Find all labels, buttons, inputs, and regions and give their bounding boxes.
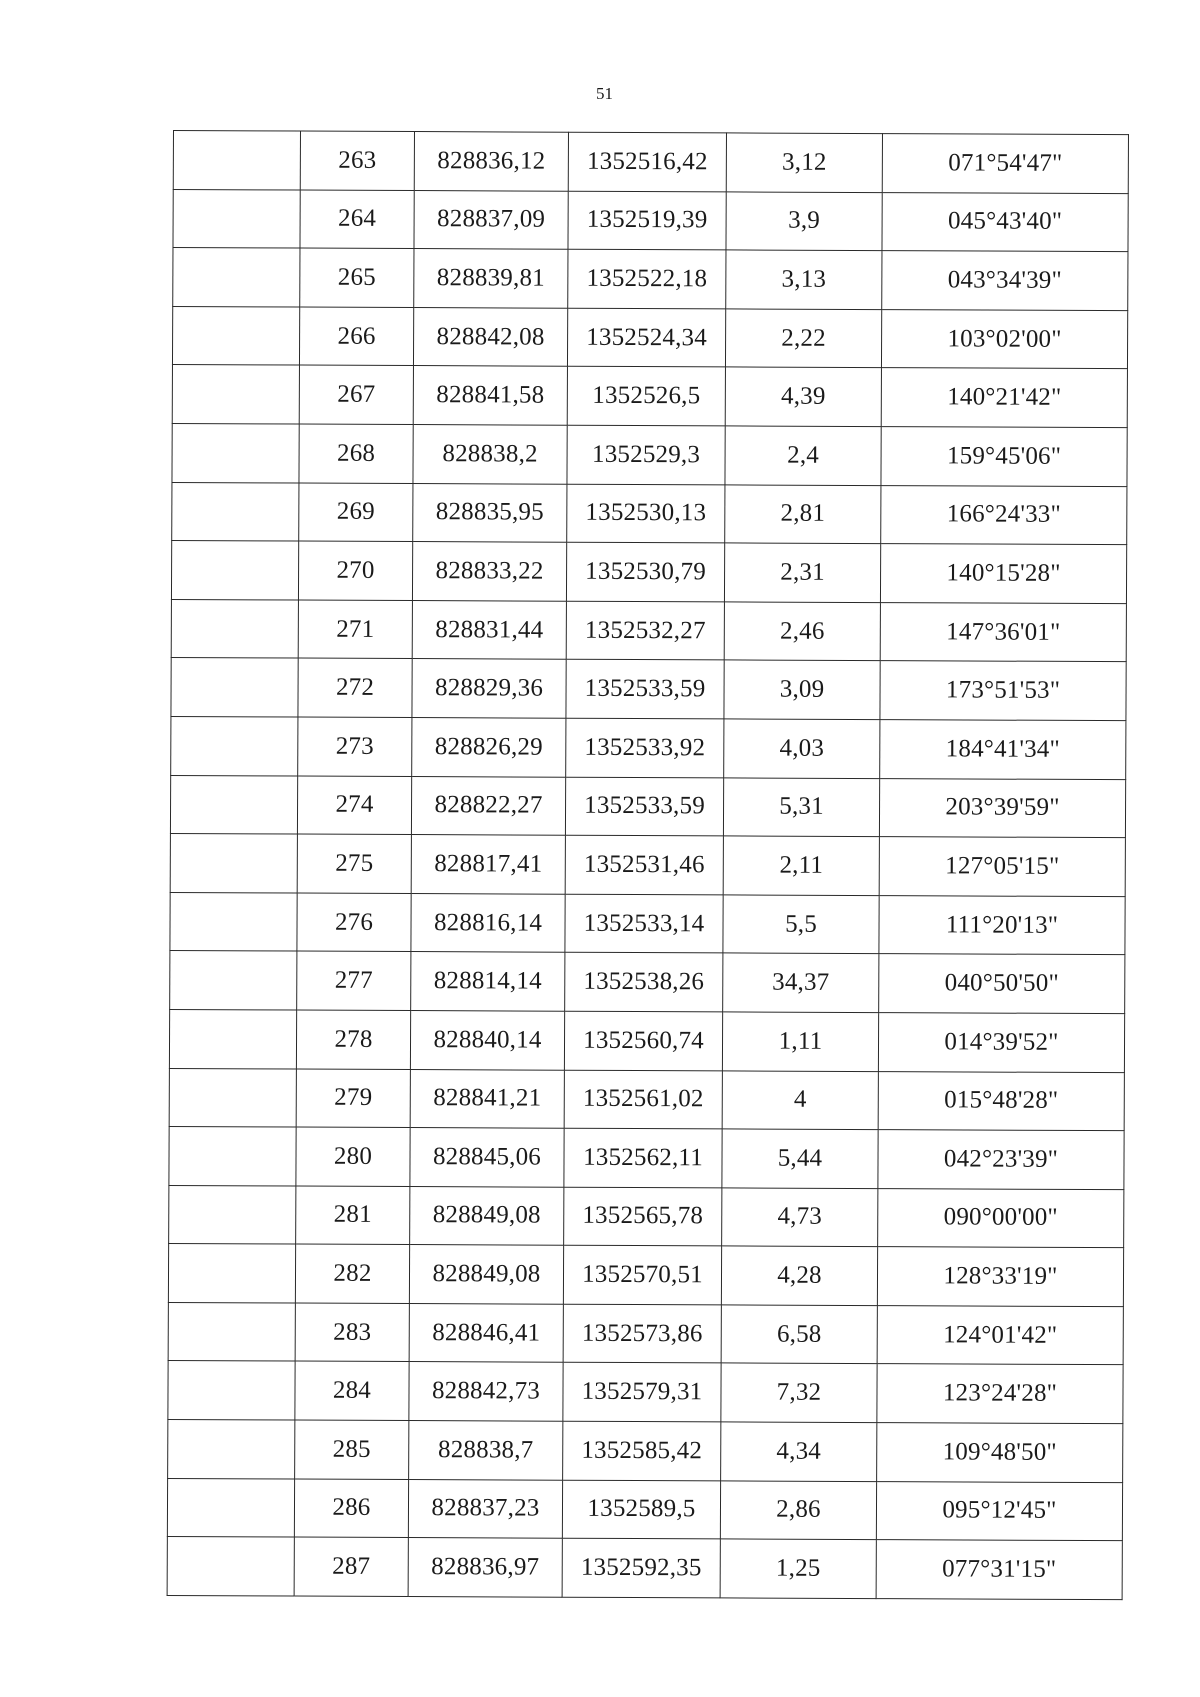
- distance-cell: 3,12: [726, 133, 882, 192]
- table-row: [171, 716, 1126, 779]
- x-coordinate-cell: 828837,09: [414, 190, 568, 249]
- angle-cell: 071°54'47": [882, 134, 1128, 194]
- table-row: [172, 365, 1127, 428]
- point-number-cell: 265: [300, 248, 414, 307]
- blank-cell: [172, 365, 299, 424]
- x-coordinate-cell: 828816,14: [411, 893, 565, 952]
- y-coordinate-cell: 1352579,31: [563, 1363, 721, 1422]
- distance-cell: 4,28: [721, 1246, 877, 1305]
- point-number-cell: 278: [296, 1010, 410, 1069]
- table-row: [172, 306, 1127, 369]
- angle-cell: 124°01'42": [877, 1305, 1123, 1365]
- y-coordinate-cell: 1352562,11: [564, 1128, 722, 1187]
- distance-cell: 1,25: [720, 1539, 876, 1598]
- y-coordinate-cell: 1352530,13: [567, 484, 725, 543]
- angle-cell: 123°24'28": [877, 1364, 1123, 1424]
- y-coordinate-cell: 1352524,34: [567, 308, 725, 367]
- table-row: [172, 482, 1127, 545]
- y-coordinate-cell: 1352560,74: [564, 1011, 722, 1070]
- distance-cell: 5,31: [723, 777, 879, 836]
- x-coordinate-cell: 828831,44: [412, 600, 566, 659]
- blank-cell: [170, 951, 297, 1010]
- y-coordinate-cell: 1352585,42: [563, 1421, 721, 1480]
- angle-cell: 127°05'15": [879, 837, 1125, 897]
- angle-cell: 045°43'40": [882, 192, 1128, 252]
- blank-cell: [168, 1244, 295, 1303]
- distance-cell: 2,11: [723, 836, 879, 895]
- angle-cell: 111°20'13": [879, 895, 1125, 955]
- y-coordinate-cell: 1352516,42: [568, 132, 726, 191]
- blank-cell: [172, 306, 299, 365]
- x-coordinate-cell: 828842,73: [409, 1362, 563, 1421]
- blank-cell: [171, 658, 298, 717]
- angle-cell: 095°12'45": [876, 1481, 1122, 1541]
- distance-cell: 1,11: [722, 1012, 878, 1071]
- point-number-cell: 277: [297, 951, 411, 1010]
- table-row: [169, 1127, 1124, 1190]
- table-row: [169, 1009, 1124, 1072]
- angle-cell: 128°33'19": [877, 1247, 1123, 1307]
- point-number-cell: 263: [300, 131, 414, 190]
- table-row: [171, 541, 1126, 604]
- y-coordinate-cell: 1352533,92: [566, 718, 724, 777]
- distance-cell: 4,34: [721, 1422, 877, 1481]
- distance-cell: 6,58: [721, 1305, 877, 1364]
- x-coordinate-cell: 828835,95: [413, 483, 567, 542]
- angle-cell: 140°21'42": [881, 368, 1127, 428]
- y-coordinate-cell: 1352519,39: [568, 191, 726, 250]
- point-number-cell: 272: [298, 658, 412, 717]
- angle-cell: 103°02'00": [881, 309, 1127, 369]
- distance-cell: 2,46: [724, 602, 880, 661]
- table-row: [171, 599, 1126, 662]
- table-row: [168, 1302, 1123, 1365]
- y-coordinate-cell: 1352565,78: [564, 1187, 722, 1246]
- table-row: [173, 189, 1128, 252]
- x-coordinate-cell: 828838,2: [413, 425, 567, 484]
- angle-cell: 166°24'33": [881, 485, 1127, 545]
- table-row: [170, 892, 1125, 955]
- angle-cell: 015°48'28": [878, 1071, 1124, 1131]
- distance-cell: 2,31: [724, 543, 880, 602]
- y-coordinate-cell: 1352533,59: [566, 660, 724, 719]
- blank-cell: [169, 1009, 296, 1068]
- blank-cell: [170, 775, 297, 834]
- blank-cell: [169, 1185, 296, 1244]
- distance-cell: 2,22: [725, 309, 881, 368]
- table-row: [167, 1478, 1122, 1541]
- x-coordinate-cell: 828841,21: [410, 1069, 564, 1128]
- table-row: [167, 1537, 1122, 1600]
- blank-cell: [171, 599, 298, 658]
- x-coordinate-cell: 828836,12: [414, 132, 568, 191]
- distance-cell: 4,73: [722, 1188, 878, 1247]
- angle-cell: 147°36'01": [880, 602, 1126, 662]
- point-number-cell: 282: [295, 1244, 409, 1303]
- y-coordinate-cell: 1352561,02: [564, 1070, 722, 1129]
- point-number-cell: 271: [298, 600, 412, 659]
- point-number-cell: 281: [296, 1186, 410, 1245]
- y-coordinate-cell: 1352573,86: [563, 1304, 721, 1363]
- distance-cell: 3,09: [724, 660, 880, 719]
- blank-cell: [169, 1068, 296, 1127]
- blank-cell: [173, 189, 300, 248]
- table-row: [169, 1068, 1124, 1131]
- point-number-cell: 283: [295, 1303, 409, 1362]
- table-row: [168, 1361, 1123, 1424]
- x-coordinate-cell: 828822,27: [411, 776, 565, 835]
- x-coordinate-cell: 828826,29: [412, 717, 566, 776]
- y-coordinate-cell: 1352532,27: [566, 601, 724, 660]
- blank-cell: [173, 131, 300, 190]
- y-coordinate-cell: 1352522,18: [568, 249, 726, 308]
- point-number-cell: 270: [298, 541, 412, 600]
- point-number-cell: 287: [294, 1537, 408, 1596]
- coordinates-table-body: [167, 131, 1128, 1600]
- x-coordinate-cell: 828849,08: [409, 1245, 563, 1304]
- point-number-cell: 267: [299, 365, 413, 424]
- point-number-cell: 264: [300, 190, 414, 249]
- x-coordinate-cell: 828837,23: [408, 1479, 562, 1538]
- blank-cell: [168, 1420, 295, 1479]
- x-coordinate-cell: 828841,58: [413, 366, 567, 425]
- y-coordinate-cell: 1352592,35: [562, 1538, 720, 1597]
- blank-cell: [171, 541, 298, 600]
- table-row: [169, 1185, 1124, 1248]
- y-coordinate-cell: 1352538,26: [565, 953, 723, 1012]
- table-row: [168, 1420, 1123, 1483]
- point-number-cell: 284: [295, 1362, 409, 1421]
- angle-cell: 014°39'52": [878, 1012, 1124, 1072]
- distance-cell: 4,39: [725, 367, 881, 426]
- angle-cell: 043°34'39": [882, 251, 1128, 311]
- blank-cell: [167, 1537, 294, 1596]
- blank-cell: [169, 1127, 296, 1186]
- blank-cell: [172, 423, 299, 482]
- blank-cell: [168, 1302, 295, 1361]
- distance-cell: 3,9: [726, 192, 882, 251]
- table-row: [171, 658, 1126, 721]
- y-coordinate-cell: 1352533,14: [565, 894, 723, 953]
- distance-cell: 4: [722, 1070, 878, 1129]
- point-number-cell: 266: [299, 307, 413, 366]
- angle-cell: 140°15'28": [880, 544, 1126, 604]
- distance-cell: 3,13: [726, 250, 882, 309]
- angle-cell: 090°00'00": [878, 1188, 1124, 1248]
- angle-cell: 173°51'53": [880, 661, 1126, 721]
- blank-cell: [170, 892, 297, 951]
- point-number-cell: 276: [297, 893, 411, 952]
- x-coordinate-cell: 828838,7: [409, 1421, 563, 1480]
- table-row: [170, 834, 1125, 897]
- distance-cell: 4,03: [724, 719, 880, 778]
- point-number-cell: 286: [294, 1479, 408, 1538]
- x-coordinate-cell: 828839,81: [414, 249, 568, 308]
- angle-cell: 109°48'50": [877, 1423, 1123, 1483]
- x-coordinate-cell: 828842,08: [413, 307, 567, 366]
- x-coordinate-cell: 828849,08: [410, 1186, 564, 1245]
- table-row: [170, 951, 1125, 1014]
- blank-cell: [170, 834, 297, 893]
- x-coordinate-cell: 828817,41: [411, 835, 565, 894]
- distance-cell: 34,37: [723, 953, 879, 1012]
- distance-cell: 7,32: [721, 1363, 877, 1422]
- y-coordinate-cell: 1352530,79: [566, 542, 724, 601]
- point-number-cell: 273: [298, 717, 412, 776]
- point-number-cell: 268: [299, 424, 413, 483]
- page-number: 51: [596, 84, 613, 103]
- distance-cell: 5,44: [722, 1129, 878, 1188]
- blank-cell: [168, 1361, 295, 1420]
- distance-cell: 2,81: [725, 484, 881, 543]
- x-coordinate-cell: 828814,14: [411, 952, 565, 1011]
- y-coordinate-cell: 1352570,51: [563, 1245, 721, 1304]
- x-coordinate-cell: 828833,22: [412, 542, 566, 601]
- point-number-cell: 279: [296, 1069, 410, 1128]
- table-row: [168, 1244, 1123, 1307]
- point-number-cell: 285: [295, 1420, 409, 1479]
- blank-cell: [171, 716, 298, 775]
- point-number-cell: 274: [297, 776, 411, 835]
- coordinates-table: [167, 130, 1129, 1600]
- x-coordinate-cell: 828846,41: [409, 1303, 563, 1362]
- y-coordinate-cell: 1352531,46: [565, 835, 723, 894]
- y-coordinate-cell: 1352533,59: [565, 777, 723, 836]
- angle-cell: 203°39'59": [879, 778, 1125, 838]
- x-coordinate-cell: 828840,14: [410, 1010, 564, 1069]
- table-row: [172, 423, 1127, 486]
- angle-cell: 184°41'34": [880, 720, 1126, 780]
- point-number-cell: 280: [296, 1127, 410, 1186]
- blank-cell: [173, 248, 300, 307]
- point-number-cell: 269: [299, 483, 413, 542]
- x-coordinate-cell: 828845,06: [410, 1128, 564, 1187]
- angle-cell: 077°31'15": [876, 1540, 1122, 1600]
- blank-cell: [167, 1478, 294, 1537]
- table-row: [170, 775, 1125, 838]
- angle-cell: 040°50'50": [879, 954, 1125, 1014]
- table-row: [173, 131, 1128, 194]
- y-coordinate-cell: 1352529,3: [567, 425, 725, 484]
- point-number-cell: 275: [297, 834, 411, 893]
- angle-cell: 042°23'39": [878, 1130, 1124, 1190]
- distance-cell: 2,86: [720, 1481, 876, 1540]
- distance-cell: 2,4: [725, 426, 881, 485]
- y-coordinate-cell: 1352526,5: [567, 367, 725, 426]
- x-coordinate-cell: 828836,97: [408, 1538, 562, 1597]
- angle-cell: 159°45'06": [881, 427, 1127, 487]
- distance-cell: 5,5: [723, 895, 879, 954]
- table-row: [173, 248, 1128, 311]
- blank-cell: [172, 482, 299, 541]
- y-coordinate-cell: 1352589,5: [562, 1480, 720, 1539]
- x-coordinate-cell: 828829,36: [412, 659, 566, 718]
